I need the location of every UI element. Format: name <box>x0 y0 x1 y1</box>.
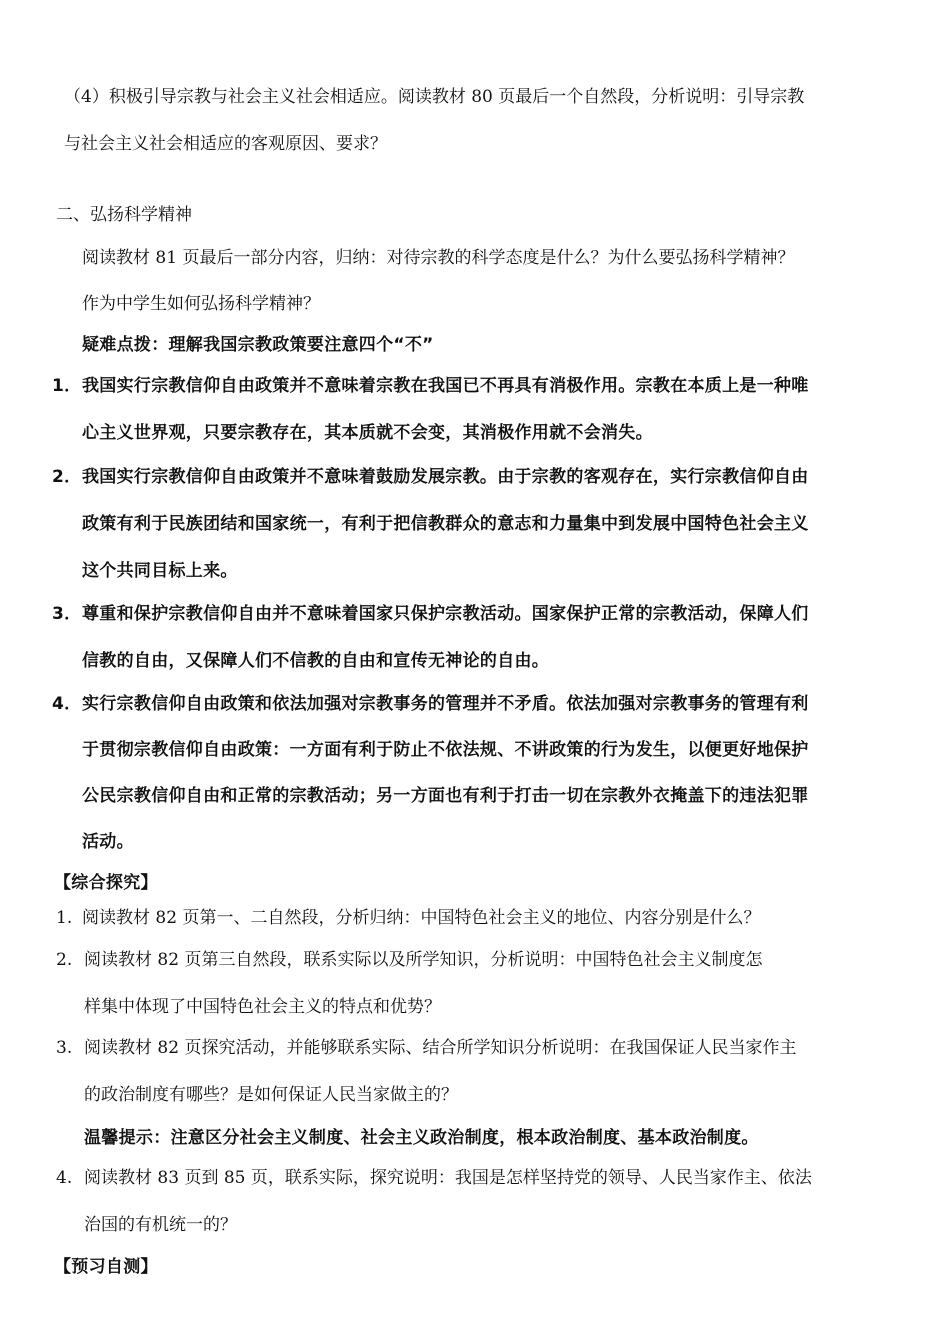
tip-4-number: 4． <box>52 694 82 714</box>
explore-2-line-1: 阅读教材 82 页第三自然段，联系实际以及所学知识，分析说明：中国特色社会主义制度怎 <box>84 950 763 970</box>
intro-line-1: （4）积极引导宗教与社会主义社会相适应。阅读教材 80 页最后一个自然段，分析说明：引导宗教 <box>64 87 805 107</box>
tip-4-line-2: 于贯彻宗教信仰自由政策：一方面有利于防止不依法规、不讲政策的行为发生，以便更好地保护 <box>82 740 809 760</box>
intro-line-2: 与社会主义社会相适应的客观原因、要求？ <box>64 134 387 154</box>
explore-2-number: 2. <box>56 950 73 970</box>
section-heading: 二、弘扬科学精神 <box>56 205 192 225</box>
section-line-2: 作为中学生如何弘扬科学精神？ <box>82 294 320 314</box>
tip-2-line-1: 我国实行宗教信仰自由政策并不意味着鼓励发展宗教。由于宗教的客观存在，实行宗教信仰自由 <box>82 467 809 487</box>
explore-1-line-1: 阅读教材 82 页第一、二自然段，分析归纳：中国特色社会主义的地位、内容分别是什么？ <box>82 908 761 928</box>
tip-1-line-1: 我国实行宗教信仰自由政策并不意味着宗教在我国已不再具有消极作用。宗教在本质上是一种唯 <box>82 376 809 396</box>
explore-4-line-1: 阅读教材 83 页到 85 页，联系实际，探究说明：我国是怎样坚持党的领导、人民当家作主、依法 <box>84 1168 812 1188</box>
preview-heading: 【预习自测】 <box>54 1257 158 1277</box>
tip-4-line-4: 活动。 <box>82 832 134 852</box>
tip-1-number: 1． <box>52 376 82 396</box>
reminder-note: 温馨提示：注意区分社会主义制度、社会主义政治制度，根本政治制度、基本政治制度。 <box>84 1128 759 1148</box>
tip-4-line-3: 公民宗教信仰自由和正常的宗教活动；另一方面也有利于打击一切在宗教外衣掩盖下的违法犯罪 <box>82 786 809 806</box>
section-line-1: 阅读教材 81 页最后一部分内容，归纳：对待宗教的科学态度是什么？为什么要弘扬科学精神？ <box>82 248 795 268</box>
tip-3-line-2: 信教的自由，又保障人们不信教的自由和宣传无神论的自由。 <box>82 651 550 671</box>
tip-3-number: 3． <box>52 604 82 624</box>
explore-3-line-1: 阅读教材 82 页探究活动，并能够联系实际、结合所学知识分析说明：在我国保证人民当家作主 <box>84 1038 797 1058</box>
explore-2-line-2: 样集中体现了中国特色社会主义的特点和优势？ <box>84 997 441 1017</box>
explore-4-number: 4. <box>56 1168 73 1188</box>
explore-3-line-2: 的政治制度有哪些？是如何保证人民当家做主的？ <box>84 1085 458 1105</box>
tips-heading: 疑难点拨：理解我国宗教政策要注意四个“不” <box>82 335 434 355</box>
tip-2-line-3: 这个共同目标上来。 <box>82 561 238 581</box>
tip-3-line-1: 尊重和保护宗教信仰自由并不意味着国家只保护宗教活动。国家保护正常的宗教活动，保障人们 <box>82 604 809 624</box>
tip-2-number: 2． <box>52 467 82 487</box>
explore-3-number: 3. <box>56 1038 73 1058</box>
tip-2-line-2: 政策有利于民族团结和国家统一，有利于把信教群众的意志和力量集中到发展中国特色社会主义 <box>82 514 809 534</box>
explore-1-number: 1. <box>56 908 73 928</box>
tip-4-line-1: 实行宗教信仰自由政策和依法加强对宗教事务的管理并不矛盾。依法加强对宗教事务的管理有利 <box>82 694 809 714</box>
explore-4-line-2: 治国的有机统一的？ <box>84 1215 237 1235</box>
tip-1-line-2: 心主义世界观，只要宗教存在，其本质就不会变，其消极作用就不会消失。 <box>82 423 653 443</box>
explore-heading: 【综合探究】 <box>54 873 158 893</box>
